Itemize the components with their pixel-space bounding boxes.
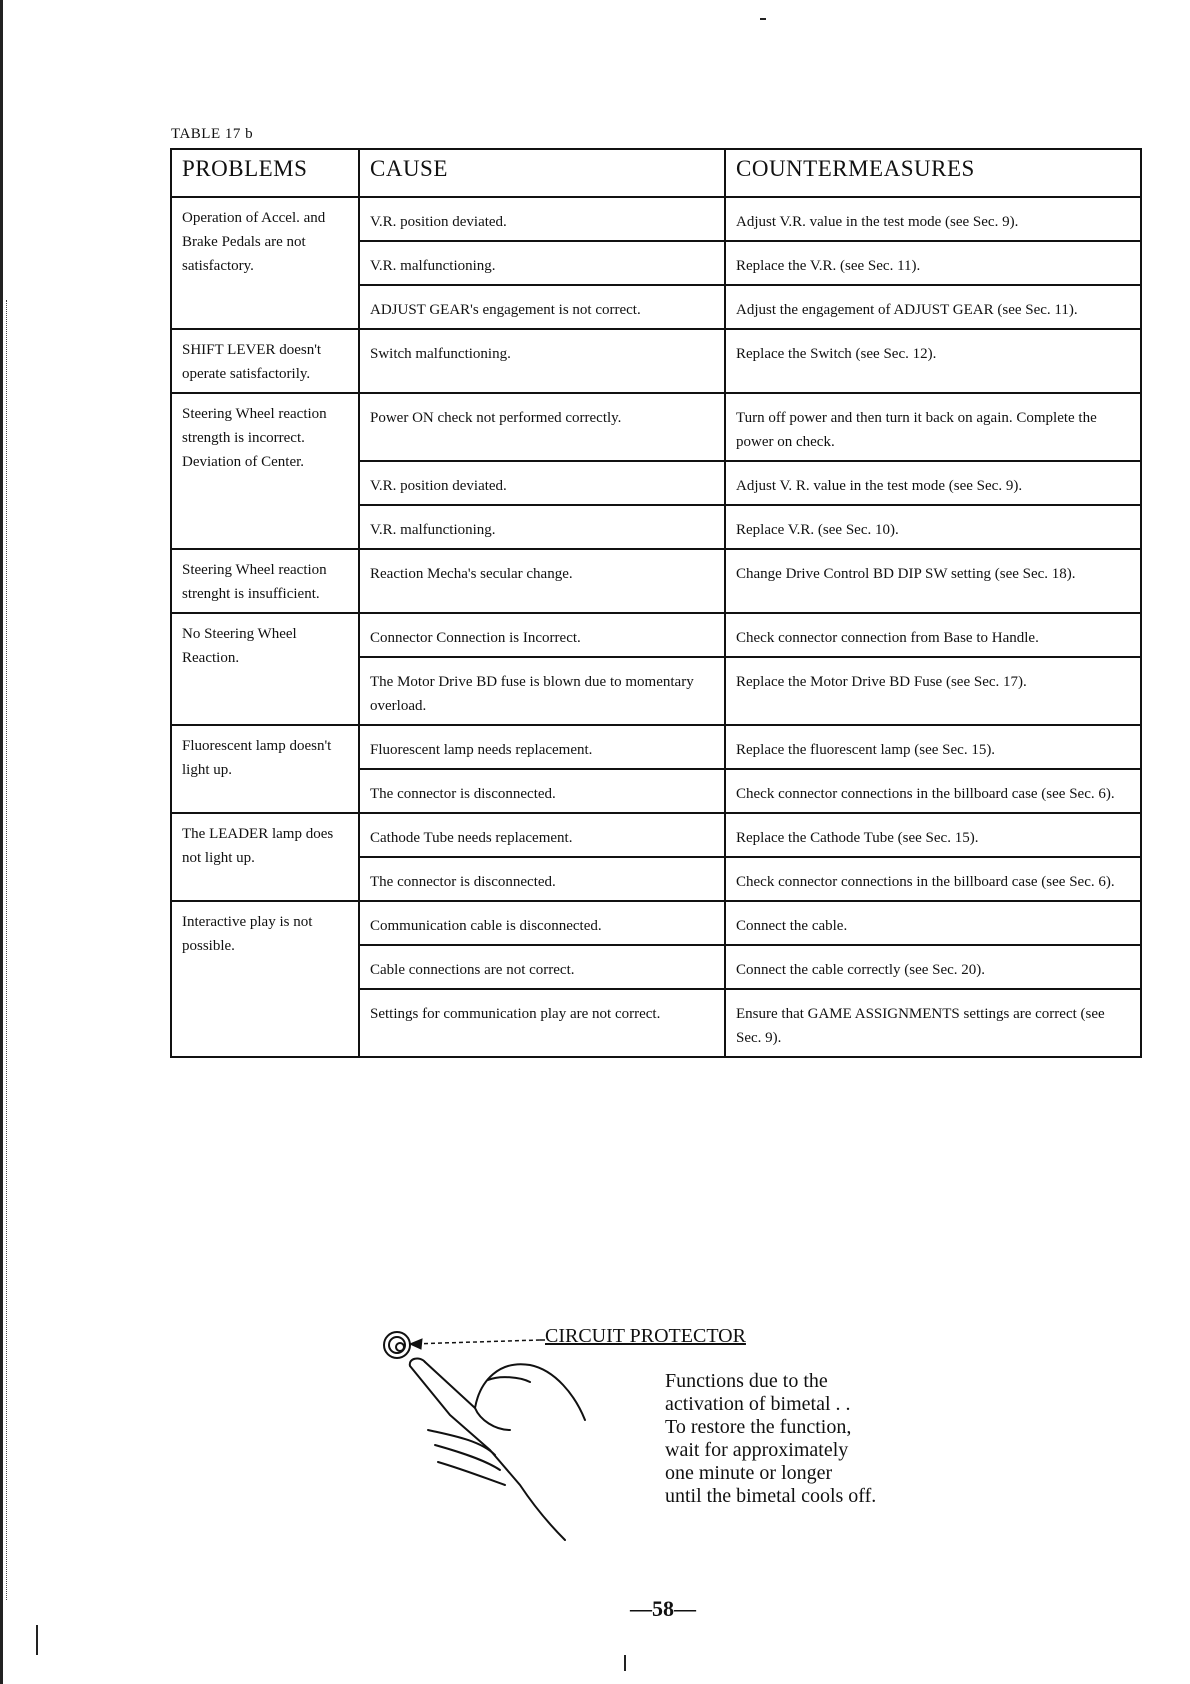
table-row: [171, 329, 1141, 393]
cause-cell: Reaction Mecha's secular change.: [359, 549, 725, 613]
countermeasure-cell: Check connector connection from Base to Handle.: [725, 613, 1141, 657]
cause-cell: ADJUST GEAR's engagement is not correct.: [359, 285, 725, 329]
countermeasure-cell: Change Drive Control BD DIP SW setting (see Sec. 18).: [725, 549, 1141, 613]
scan-speck: [760, 18, 766, 20]
cause-cell: V.R. malfunctioning.: [359, 241, 725, 285]
header-cause: CAUSE: [359, 149, 725, 197]
header-countermeasures: COUNTERMEASURES: [725, 149, 1141, 197]
cause-cell: Connector Connection is Incorrect.: [359, 613, 725, 657]
leader-arrow-icon: [410, 1339, 545, 1349]
cause-cell: The Motor Drive BD fuse is blown due to momentary overload.: [359, 657, 725, 725]
pointing-hand-icon: [410, 1359, 585, 1540]
cause-cell: Fluorescent lamp needs replacement.: [359, 725, 725, 769]
countermeasure-cell: Adjust V.R. value in the test mode (see Sec. 9).: [725, 197, 1141, 241]
cause-cell: V.R. position deviated.: [359, 461, 725, 505]
problem-cell: Interactive play is not possible.: [171, 901, 359, 1057]
countermeasure-cell: Replace the fluorescent lamp (see Sec. 15).: [725, 725, 1141, 769]
countermeasure-cell: Check connector connections in the billboard case (see Sec. 6).: [725, 857, 1141, 901]
cause-cell: Settings for communication play are not correct.: [359, 989, 725, 1057]
table-row: [171, 197, 1141, 241]
binding-edge: [0, 0, 3, 1684]
problem-cell: Steering Wheel reaction strenght is insufficient.: [171, 549, 359, 613]
problem-cell: Fluorescent lamp doesn't light up.: [171, 725, 359, 813]
table-row: [171, 393, 1141, 461]
header-problems: PROBLEMS: [171, 149, 359, 197]
cause-cell: The connector is disconnected.: [359, 769, 725, 813]
countermeasure-cell: Replace the Switch (see Sec. 12).: [725, 329, 1141, 393]
troubleshooting-table: [170, 148, 1142, 1058]
circuit-protector-label: CIRCUIT PROTECTOR: [545, 1325, 746, 1347]
binding-margin-dots: [6, 300, 8, 1600]
countermeasure-cell: Adjust V. R. value in the test mode (see Sec. 9).: [725, 461, 1141, 505]
cause-cell: V.R. malfunctioning.: [359, 505, 725, 549]
problem-cell: No Steering Wheel Reaction.: [171, 613, 359, 725]
countermeasure-cell: Turn off power and then turn it back on again. Complete the power on check.: [725, 393, 1141, 461]
countermeasure-cell: Connect the cable.: [725, 901, 1141, 945]
table-row: [171, 725, 1141, 769]
countermeasure-cell: Adjust the engagement of ADJUST GEAR (see Sec. 11).: [725, 285, 1141, 329]
problem-cell: Operation of Accel. and Brake Pedals are not satisfactory.: [171, 197, 359, 329]
table-row: [171, 901, 1141, 945]
circuit-protector-description: Functions due to the activation of bimetal . . To restore the function, wait for approximately one minute or longer until the bimetal cools off.: [665, 1370, 877, 1507]
cause-cell: Power ON check not performed correctly.: [359, 393, 725, 461]
cause-cell: V.R. position deviated.: [359, 197, 725, 241]
table-row: [171, 549, 1141, 613]
cause-cell: Cathode Tube needs replacement.: [359, 813, 725, 857]
cause-cell: Communication cable is disconnected.: [359, 901, 725, 945]
cause-cell: Cable connections are not correct.: [359, 945, 725, 989]
countermeasure-cell: Connect the cable correctly (see Sec. 20).: [725, 945, 1141, 989]
problem-cell: SHIFT LEVER doesn't operate satisfactorily.: [171, 329, 359, 393]
scan-speck: [36, 1625, 38, 1655]
countermeasure-cell: Check connector connections in the billboard case (see Sec. 6).: [725, 769, 1141, 813]
table-header-row: [171, 149, 1141, 197]
countermeasure-cell: Ensure that GAME ASSIGNMENTS settings are correct (see Sec. 9).: [725, 989, 1141, 1057]
cause-cell: Switch malfunctioning.: [359, 329, 725, 393]
countermeasure-cell: Replace the Cathode Tube (see Sec. 15).: [725, 813, 1141, 857]
countermeasure-cell: Replace the Motor Drive BD Fuse (see Sec. 17).: [725, 657, 1141, 725]
countermeasure-cell: Replace the V.R. (see Sec. 11).: [725, 241, 1141, 285]
scan-speck: [624, 1655, 626, 1671]
cause-cell: The connector is disconnected.: [359, 857, 725, 901]
table-row: [171, 613, 1141, 657]
page-number: —58—: [630, 1596, 696, 1621]
table-body: [171, 197, 1141, 1057]
circuit-protector-button-icon: [384, 1332, 410, 1358]
table-row: [171, 813, 1141, 857]
countermeasure-cell: Replace V.R. (see Sec. 10).: [725, 505, 1141, 549]
table-label: TABLE 17 b: [171, 126, 254, 142]
problem-cell: The LEADER lamp does not light up.: [171, 813, 359, 901]
problem-cell: Steering Wheel reaction strength is incorrect. Deviation of Center.: [171, 393, 359, 549]
